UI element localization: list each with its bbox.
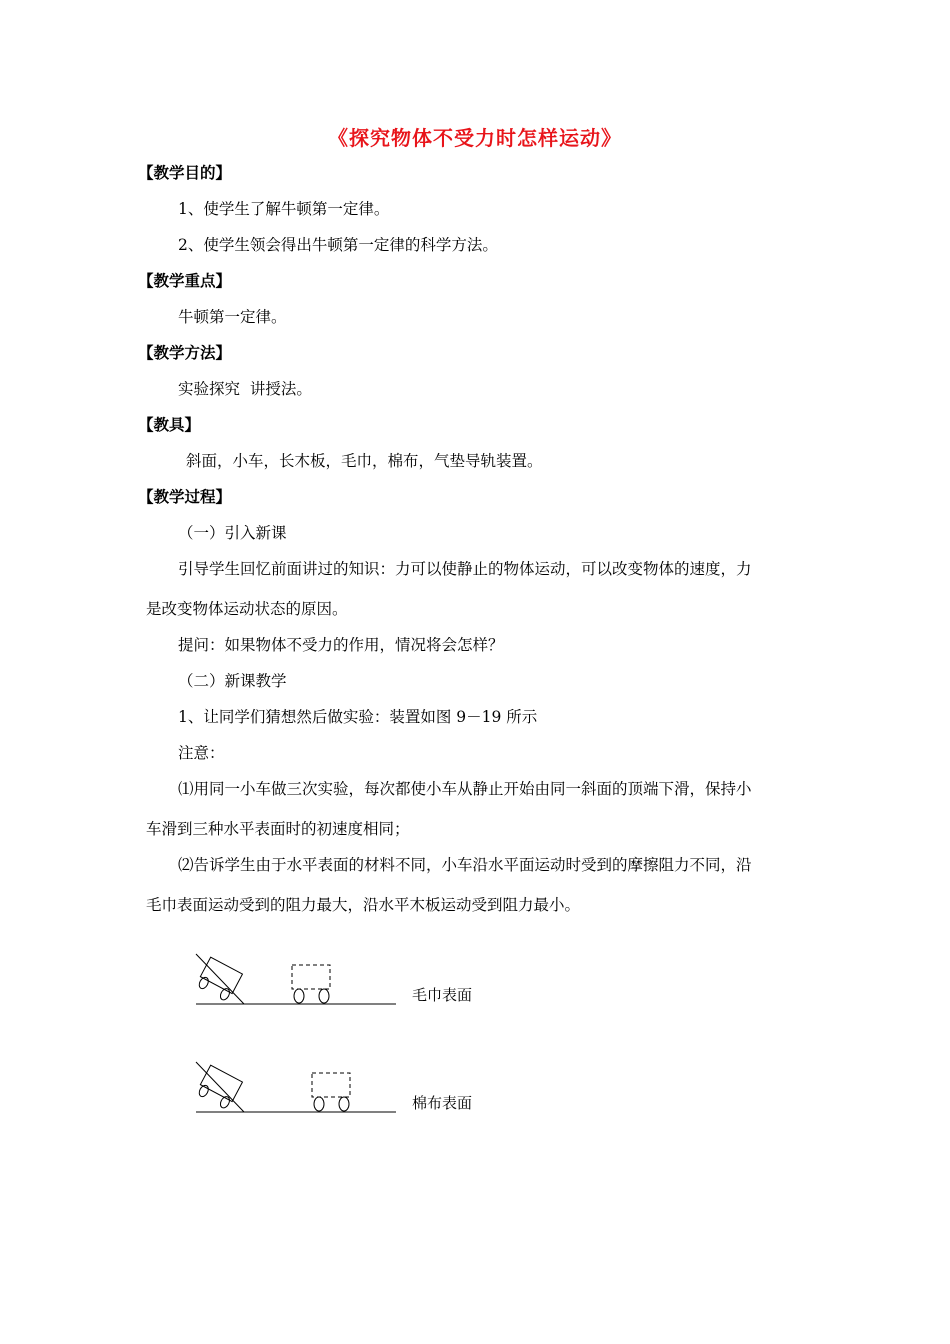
note2-line1: ⑵告诉学生由于水平表面的材料不同，小车沿水平面运动时受到的摩擦阻力不同，沿 [178, 856, 752, 874]
note2-line2: 毛巾表面运动受到的阻力最大，沿水平木板运动受到阻力最小。 [146, 896, 581, 914]
methods-heading: 【教学方法】 [138, 343, 232, 362]
cotton-surface-label: 棉布表面 [412, 1094, 473, 1112]
note1-line2: 车滑到三种水平表面时的初速度相同； [146, 820, 410, 838]
experiment-figure [190, 950, 510, 1130]
note1-line1: ⑴用同一小车做三次实验，每次都使小车从静止开始由同一斜面的顶端下滑，保持小 [178, 780, 752, 798]
objective-item-2: 2、使学生领会得出牛顿第一定律的科学方法。 [178, 236, 498, 254]
towel-surface-label: 毛巾表面 [412, 986, 473, 1004]
question-text: 提问：如果物体不受力的作用，情况将会怎样？ [178, 636, 504, 654]
cotton-setup [196, 1062, 396, 1112]
key-points-heading: 【教学重点】 [138, 271, 232, 290]
towel-dashed-cart [292, 965, 330, 1003]
process-heading: 【教学过程】 [138, 487, 232, 506]
part1-title: （一）引入新课 [178, 524, 287, 542]
tools-text: 斜面，小车，长木板，毛巾，棉布，气垫导轨装置。 [186, 452, 543, 470]
step1-text: 1、让同学们猜想然后做实验：装置如图 9－19 所示 [178, 708, 538, 726]
cotton-dashed-cart [312, 1073, 350, 1111]
key-points-text: 牛顿第一定律。 [178, 308, 287, 326]
objectives-heading: 【教学目的】 [138, 163, 232, 182]
part1-paragraph-line1: 引导学生回忆前面讲过的知识：力可以使静止的物体运动，可以改变物体的速度，力 [178, 560, 752, 578]
methods-text: 实验探究 讲授法。 [178, 380, 312, 398]
objective-item-1: 1、使学生了解牛顿第一定律。 [178, 200, 390, 218]
tools-heading: 【教具】 [138, 415, 201, 434]
page-title: 《探究物体不受力时怎样运动》 [328, 126, 622, 150]
note-label: 注意： [178, 744, 225, 762]
part2-title: （二）新课教学 [178, 672, 287, 690]
part1-paragraph-line2: 是改变物体运动状态的原因。 [146, 600, 348, 618]
towel-setup [196, 954, 396, 1004]
